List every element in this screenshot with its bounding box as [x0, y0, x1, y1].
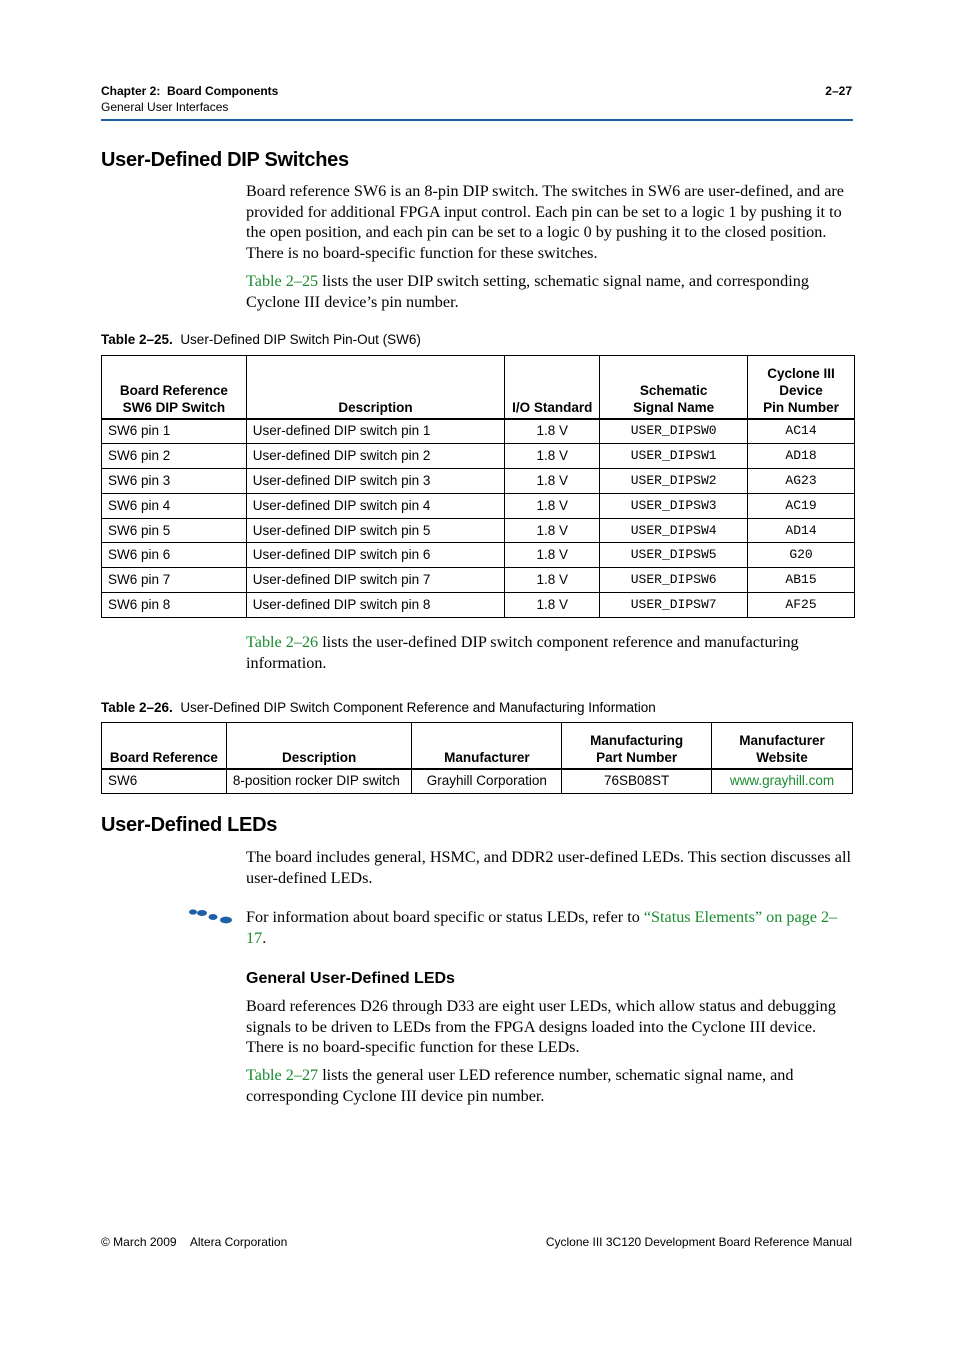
table-row — [102, 769, 853, 794]
cell-signal-name: USER_DIPSW6 — [600, 568, 748, 593]
note-paragraph: For information about board specific or status LEDs, refer to “Status Elements” on page 2–17. — [246, 908, 838, 947]
cell-board-reference: SW6 pin 6 — [102, 543, 247, 568]
cell-pin-number: AF25 — [748, 593, 855, 618]
cell-board-reference: SW6 pin 3 — [102, 469, 247, 494]
manufacturer-website-link[interactable]: www.grayhill.com — [712, 769, 853, 794]
page-number: 2–27 — [825, 84, 852, 98]
header-description: Description — [246, 356, 505, 419]
cell-board-reference: SW6 pin 1 — [102, 419, 247, 444]
cell-io-standard: 1.8 V — [505, 444, 600, 469]
header-manufacturer: Manufacturer — [412, 723, 562, 769]
cell-pin-number: AC19 — [748, 493, 855, 518]
table-2-25-link[interactable]: Table 2–25 — [246, 272, 319, 290]
footer-left — [101, 1235, 287, 1249]
cell-part-number: 76SB08ST — [562, 769, 712, 794]
table-2-26-link[interactable]: Table 2–26 — [246, 633, 319, 651]
cell-signal-name: USER_DIPSW2 — [600, 469, 748, 494]
footer-company: Altera Corporation — [189, 1235, 288, 1249]
cell-pin-number: G20 — [748, 543, 855, 568]
cell-description: User-defined DIP switch pin 3 — [246, 469, 505, 494]
cell-signal-name: USER_DIPSW5 — [600, 543, 748, 568]
table-header-row — [102, 356, 855, 419]
header-board-reference: Board Reference SW6 DIP Switch — [102, 356, 247, 419]
dip-table-ref-paragraph: Table 2–25 lists the user DIP switch setting, schematic signal name, and corresponding Cyclone III device’s pin number. — [246, 272, 809, 311]
header-signal-name: Schematic Signal Name — [600, 356, 748, 419]
cell-signal-name: USER_DIPSW3 — [600, 493, 748, 518]
table-row — [102, 444, 855, 469]
table-2-26-caption: Table 2–26. User-Defined DIP Switch Component Reference and Manufacturing Information — [101, 700, 656, 715]
status-elements-link[interactable]: “Status Elements” on page 2–17 — [246, 908, 838, 947]
cell-io-standard: 1.8 V — [505, 518, 600, 543]
cell-io-standard: 1.8 V — [505, 493, 600, 518]
table-2-27-link[interactable]: Table 2–27 — [246, 1066, 319, 1084]
running-header-section: General User Interfaces — [101, 100, 229, 114]
subsection-title-general-leds: General User-Defined LEDs — [246, 970, 455, 987]
general-leds-paragraph: Board references D26 through D33 are eight user LEDs, which allow status and debugging signals to be driven to LEDs from the FPGA designs loaded into the Cyclone III device. There is no board-specific function for these LEDs. — [246, 997, 836, 1056]
cell-description: 8-position rocker DIP switch — [226, 769, 412, 794]
dip-intro-paragraph: Board reference SW6 is an 8-pin DIP switch. The switches in SW6 are user-defined, and are provided for additional FPGA input control. Each pin can be set to a logic 1 by pushing it to the open position, and each pin can be set to a logic 0 by pushing it to the closed position. There is no board-specific function for these switches. — [246, 182, 844, 262]
cell-description: User-defined DIP switch pin 1 — [246, 419, 505, 444]
cell-io-standard: 1.8 V — [505, 593, 600, 618]
cell-pin-number: AC14 — [748, 419, 855, 444]
table-row — [102, 469, 855, 494]
cell-pin-number: AB15 — [748, 568, 855, 593]
table-row — [102, 518, 855, 543]
cell-board-reference: SW6 pin 2 — [102, 444, 247, 469]
leds-intro-paragraph: The board includes general, HSMC, and DDR2 user-defined LEDs. This section discusses all user-defined LEDs. — [246, 848, 851, 887]
cell-board-reference: SW6 pin 7 — [102, 568, 247, 593]
running-header-chapter: Chapter 2: Board Components — [101, 84, 279, 98]
footer-date: © March 2009 — [101, 1235, 177, 1249]
cell-description: User-defined DIP switch pin 6 — [246, 543, 505, 568]
cross-reference-icon — [188, 908, 234, 926]
header-board-reference: Board Reference — [102, 723, 227, 769]
cell-description: User-defined DIP switch pin 2 — [246, 444, 505, 469]
section-title-dip: User-Defined DIP Switches — [101, 149, 349, 171]
cell-description: User-defined DIP switch pin 7 — [246, 568, 505, 593]
cell-pin-number: AG23 — [748, 469, 855, 494]
cell-signal-name: USER_DIPSW4 — [600, 518, 748, 543]
cell-io-standard: 1.8 V — [505, 568, 600, 593]
cell-board-reference: SW6 pin 4 — [102, 493, 247, 518]
table-row — [102, 543, 855, 568]
cell-io-standard: 1.8 V — [505, 469, 600, 494]
table-2-25-caption: Table 2–25. User-Defined DIP Switch Pin-Out (SW6) — [101, 332, 421, 347]
cell-board-reference: SW6 pin 5 — [102, 518, 247, 543]
header-rule — [101, 119, 853, 121]
cell-pin-number: AD14 — [748, 518, 855, 543]
header-pin-number: Cyclone III Device Pin Number — [748, 356, 855, 419]
table-2-26-ref-paragraph: Table 2–26 lists the user-defined DIP switch component reference and manufacturing information. — [246, 633, 799, 672]
cell-signal-name: USER_DIPSW7 — [600, 593, 748, 618]
cell-io-standard: 1.8 V — [505, 543, 600, 568]
cell-io-standard: 1.8 V — [505, 419, 600, 444]
table-row — [102, 419, 855, 444]
cell-description: User-defined DIP switch pin 5 — [246, 518, 505, 543]
cell-description: User-defined DIP switch pin 8 — [246, 593, 505, 618]
footer-manual-title: Cyclone III 3C120 Development Board Reference Manual — [545, 1235, 852, 1249]
table-header-row — [102, 723, 853, 769]
cell-board-reference: SW6 — [102, 769, 227, 794]
table-row — [102, 568, 855, 593]
section-title-leds: User-Defined LEDs — [101, 814, 278, 836]
table-2-27-ref-paragraph: Table 2–27 lists the general user LED reference number, schematic signal name, and corresponding Cyclone III device pin number. — [246, 1066, 794, 1105]
cell-description: User-defined DIP switch pin 4 — [246, 493, 505, 518]
header-io-standard: I/O Standard — [505, 356, 600, 419]
header-description: Description — [226, 723, 412, 769]
header-part-number: Manufacturing Part Number — [562, 723, 712, 769]
cell-signal-name: USER_DIPSW0 — [600, 419, 748, 444]
cell-pin-number: AD18 — [748, 444, 855, 469]
table-row — [102, 593, 855, 618]
dip-pinout-table — [101, 355, 855, 618]
cell-signal-name: USER_DIPSW1 — [600, 444, 748, 469]
cell-board-reference: SW6 pin 8 — [102, 593, 247, 618]
table-row — [102, 493, 855, 518]
cell-manufacturer: Grayhill Corporation — [412, 769, 562, 794]
dip-component-table — [101, 722, 853, 794]
header-website: Manufacturer Website — [712, 723, 853, 769]
